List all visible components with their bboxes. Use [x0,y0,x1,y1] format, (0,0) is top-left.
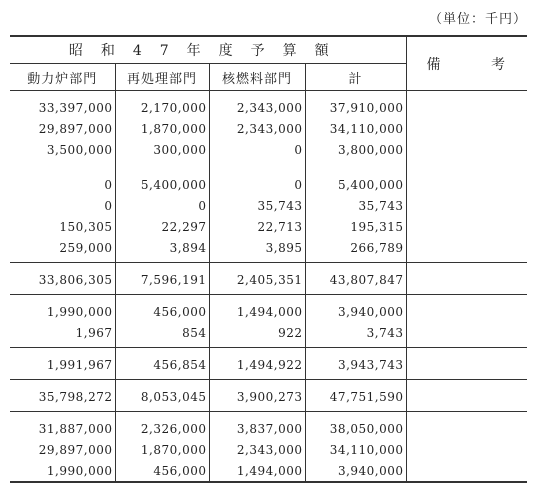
cell-total [305,160,406,174]
cell-reprocessing: 300,000 [115,139,209,160]
table-row [10,380,527,412]
cell-reactor: 33,806,305 [10,263,115,295]
cell-nuclear-fuel: 1,494,000 [209,460,305,482]
cell-total: 38,050,000 [305,412,406,440]
cell-reactor: 1,991,967 [10,348,115,380]
cell-notes [406,91,527,119]
table-row [10,216,527,237]
cell-notes [406,295,527,323]
table-row [10,263,527,295]
cell-nuclear-fuel: 922 [209,322,305,348]
cell-reactor: 0 [104,177,113,192]
cell-reactor: 150,305 [59,219,113,234]
cell-reactor: 29,897,000 [38,442,113,457]
budget-title [10,36,406,64]
cell-notes [406,263,527,295]
cell-total: 3,940,000 [305,460,406,482]
cell-total: 266,789 [305,237,406,263]
table-row [10,237,527,263]
cell-reactor: 0 [104,198,113,213]
cell-total: 3,743 [305,322,406,348]
cell-nuclear-fuel: 3,837,000 [209,412,305,440]
cell-reactor: 29,897,000 [38,121,113,136]
cell-total: 3,800,000 [305,139,406,160]
cell-notes [406,139,527,160]
cell-notes [406,237,527,263]
cell-reprocessing: 2,170,000 [115,91,209,119]
cell-nuclear-fuel [209,160,305,174]
notes-header-char-1: 備 [426,56,441,73]
cell-reactor: 31,887,000 [38,421,113,436]
cell-notes [406,348,527,380]
cell-total: 34,110,000 [305,118,406,139]
column-header-reactor: 動力炉部門 [10,64,115,91]
cell-reprocessing: 0 [115,195,209,216]
cell-total: 5,400,000 [305,174,406,195]
table-row [10,118,527,139]
cell-reactor: 1,990,000 [10,460,115,482]
cell-reprocessing: 1,870,000 [115,439,209,460]
cell-reprocessing: 3,894 [115,237,209,263]
cell-notes [406,216,527,237]
unit-label: （単位：千円） [428,12,527,27]
cell-reprocessing: 456,854 [115,348,209,380]
cell-reactor: 33,397,000 [38,100,113,115]
cell-reprocessing: 1,870,000 [115,118,209,139]
table-body [10,91,527,483]
cell-nuclear-fuel: 1,494,000 [209,295,305,323]
table-row [10,295,527,323]
cell-total: 195,315 [305,216,406,237]
table-row [10,139,527,160]
column-header-nuclear-fuel: 核燃料部門 [209,64,305,91]
cell-reactor: 1,990,000 [46,304,113,319]
table-row [10,174,527,195]
table-row [10,412,527,440]
cell-nuclear-fuel: 22,713 [209,216,305,237]
table-row [10,195,527,216]
cell-reprocessing: 5,400,000 [115,174,209,195]
cell-reactor: 1,967 [10,322,115,348]
cell-total: 34,110,000 [305,439,406,460]
notes-header-char-2: 考 [491,56,506,73]
cell-nuclear-fuel: 3,895 [209,237,305,263]
cell-total: 47,751,590 [305,380,406,412]
cell-reprocessing: 8,053,045 [115,380,209,412]
cell-total: 35,743 [305,195,406,216]
cell-reprocessing: 7,596,191 [115,263,209,295]
cell-total: 37,910,000 [305,91,406,119]
cell-notes [406,380,527,412]
cell-notes [406,160,527,174]
table-row [10,322,527,348]
cell-notes [406,460,527,482]
cell-reprocessing: 456,000 [115,460,209,482]
cell-reprocessing: 22,297 [115,216,209,237]
cell-nuclear-fuel: 3,900,273 [209,380,305,412]
cell-notes [406,195,527,216]
cell-notes [406,118,527,139]
cell-notes [406,174,527,195]
cell-total: 3,940,000 [305,295,406,323]
cell-reprocessing: 854 [115,322,209,348]
cell-reactor: 3,500,000 [46,142,113,157]
cell-nuclear-fuel: 0 [209,174,305,195]
cell-reprocessing [115,160,209,174]
table-row [10,160,527,174]
cell-reactor: 35,798,272 [10,380,115,412]
table-row [10,460,527,482]
cell-nuclear-fuel: 0 [209,139,305,160]
budget-table [10,35,527,483]
cell-reactor [10,160,115,174]
cell-reactor: 259,000 [10,237,115,263]
cell-total: 43,807,847 [305,263,406,295]
cell-reprocessing: 2,326,000 [115,412,209,440]
table-row [10,439,527,460]
cell-total: 3,943,743 [305,348,406,380]
cell-nuclear-fuel: 2,405,351 [209,263,305,295]
cell-notes [406,412,527,440]
cell-nuclear-fuel: 1,494,922 [209,348,305,380]
cell-nuclear-fuel: 2,343,000 [209,91,305,119]
cell-nuclear-fuel: 2,343,000 [209,439,305,460]
cell-reprocessing: 456,000 [115,295,209,323]
cell-notes [406,439,527,460]
cell-nuclear-fuel: 2,343,000 [209,118,305,139]
cell-nuclear-fuel: 35,743 [209,195,305,216]
column-header-total: 計 [305,64,406,91]
column-header-reprocessing: 再処理部門 [115,64,209,91]
notes-header [406,36,527,91]
table-row [10,91,527,119]
cell-notes [406,322,527,348]
budget-title-text: 昭和47年度予算額 [68,43,347,59]
table-row [10,348,527,380]
